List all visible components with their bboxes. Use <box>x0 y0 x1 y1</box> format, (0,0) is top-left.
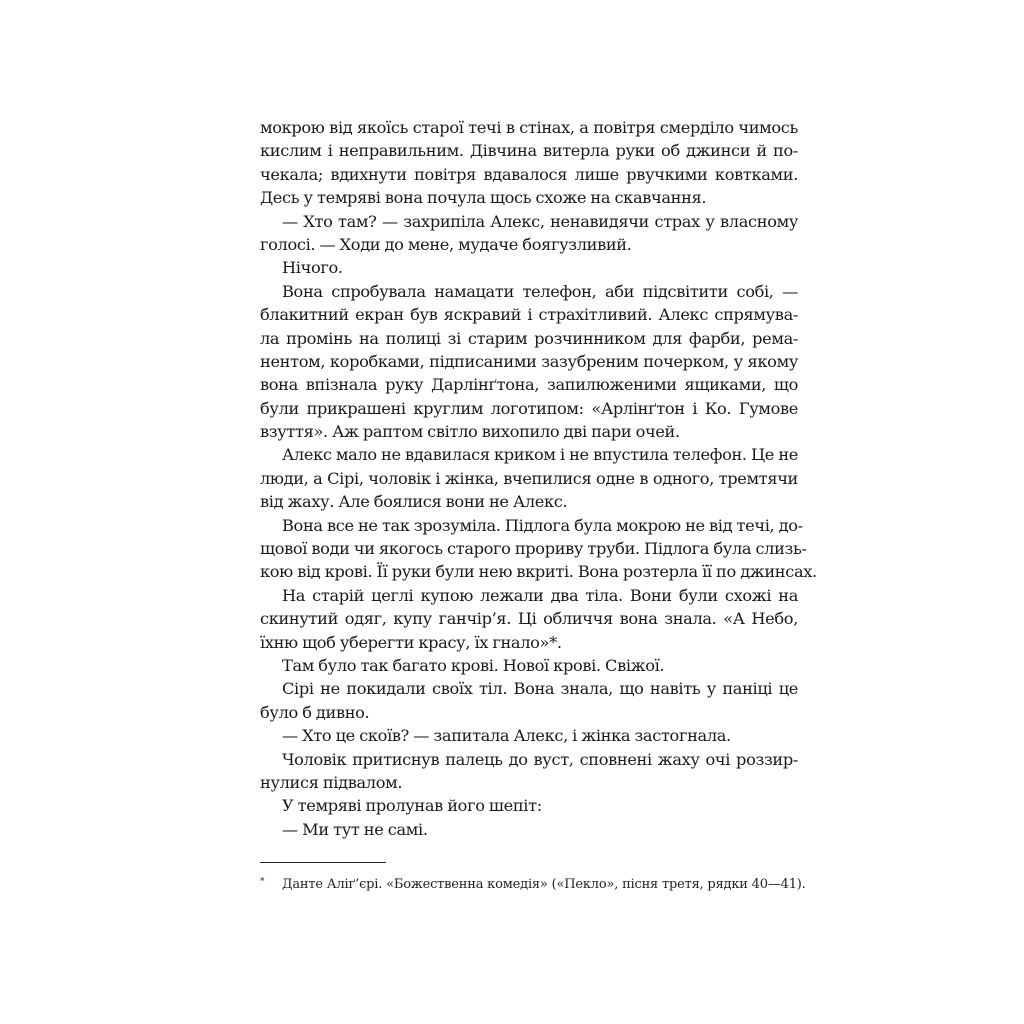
text-line-content: Там було так багато крові. Нової крові. Свіжої. <box>282 655 665 675</box>
text-line-content: — Хто це скоїв? — запитала Алекс, і жінка застогнала. <box>282 726 731 746</box>
text-line-content: їхню щоб уберегти красу, їх гнало» <box>260 632 550 652</box>
text-line <box>260 677 798 700</box>
footnote-divider <box>260 862 386 863</box>
text-line-content: люди, а Сірі, чоловік і жінка, вчепилися одне в одного, тремтячи <box>260 468 798 488</box>
text-line <box>260 631 798 654</box>
text-line-content: кислим і неправильним. Дівчина витерла руки об джинси й по- <box>260 141 798 161</box>
text-line <box>260 724 798 747</box>
footnote-mark: * <box>260 877 265 887</box>
text-line-content: Вона все не так зрозуміла. Підлога була мокрою не від течі, до- <box>282 515 803 535</box>
text-line-content: кою від крові. Її руки були нею вкриті. Вона розтерла її по джинсах. <box>260 562 817 582</box>
text-line <box>260 490 798 513</box>
text-line <box>260 350 798 373</box>
text-line <box>260 654 798 677</box>
text-line <box>260 303 798 326</box>
text-line-content: чекала; вдихнути повітря вдавалося лише рвучкими ковтками. <box>260 164 798 184</box>
text-line-content: Чоловік притиснув палець до вуст, сповнені жаху очі роззир- <box>282 749 798 769</box>
text-line-content: скинутий одяг, купу ганчір’я. Ці обличчя вона знала. «А Небо, <box>260 609 798 629</box>
text-line-content: нулися підвалом. <box>260 772 403 792</box>
text-line <box>260 794 798 817</box>
text-line-content: блакитний екран був яскравий і страхітливий. Алекс спрямува- <box>260 305 798 325</box>
text-line-content: від жаху. Але боялися вони не Алекс. <box>260 492 568 512</box>
text-line <box>260 373 798 396</box>
text-line-content: Вона спробувала намацати телефон, аби підсвітити собі, — <box>282 281 798 301</box>
text-line <box>260 537 807 560</box>
text-line-content: нентом, коробками, підписаними зазубреним почерком, у якому <box>260 351 798 371</box>
text-line-content: — Ми тут не самі. <box>282 819 428 839</box>
text-line-content: На старій цеглі купою лежали два тіла. Вони були схожі на <box>282 585 798 605</box>
text-line <box>260 186 798 209</box>
text-line <box>260 256 798 279</box>
text-line-content: Десь у темряві вона почула щось схоже на скавчання. <box>260 188 707 208</box>
text-line <box>260 210 798 233</box>
text-line <box>260 607 798 630</box>
text-line <box>260 163 798 186</box>
text-line-content: взуття». Аж раптом світло вихопило дві пари очей. <box>260 422 680 442</box>
text-line <box>260 233 798 256</box>
text-line-content: були прикрашені круглим логотипом: «Арлінґтон і Ко. Гумове <box>260 398 798 418</box>
text-line-content: мокрою від якоїсь старої течі в стінах, а повітря смерділо чимось <box>260 118 798 137</box>
text-line <box>260 327 798 350</box>
text-line <box>260 748 798 771</box>
text-line <box>260 584 798 607</box>
footnote-text: Данте Аліґ’єрі. «Божественна комедія» («Пекло», пісня третя, рядки 40—41). <box>282 877 806 892</box>
text-line-content: Алекс мало не вдавилася криком і не впустила телефон. Це не <box>282 445 798 465</box>
text-line <box>260 701 798 724</box>
text-line <box>260 280 798 303</box>
footnote-reference: *. <box>549 632 562 652</box>
text-line-content: — Хто там? — захрипіла Алекс, ненавидячи страх у власному <box>282 211 798 231</box>
text-line <box>260 771 798 794</box>
text-line-content: ла промінь на полиці зі старим розчинником для фарби, рема- <box>260 328 798 348</box>
text-line-content: щової води чи якогось старого прориву труби. Підлога була слизь- <box>260 539 807 559</box>
text-line-content: Сірі не покидали своїх тіл. Вона знала, що навіть у паніці це <box>282 679 798 699</box>
text-line-content: було б дивно. <box>260 702 370 722</box>
text-line-content: У темряві пролунав його шепіт: <box>282 796 542 816</box>
text-line-content: вона впізнала руку Дарлінґтона, запилюженими ящиками, що <box>260 375 798 395</box>
footnote <box>260 873 806 894</box>
text-line <box>260 420 798 443</box>
text-line-content: голосі. — Ходи до мене, мудаче боягузливий. <box>260 234 632 254</box>
text-line <box>260 467 798 490</box>
text-line <box>260 139 798 162</box>
text-line <box>260 443 798 466</box>
page-body-text <box>260 116 817 841</box>
text-line <box>260 116 798 139</box>
text-line <box>260 397 798 420</box>
text-line <box>260 514 803 537</box>
text-line <box>260 560 817 583</box>
text-line <box>260 818 798 841</box>
text-line-content: Нічого. <box>282 258 343 278</box>
